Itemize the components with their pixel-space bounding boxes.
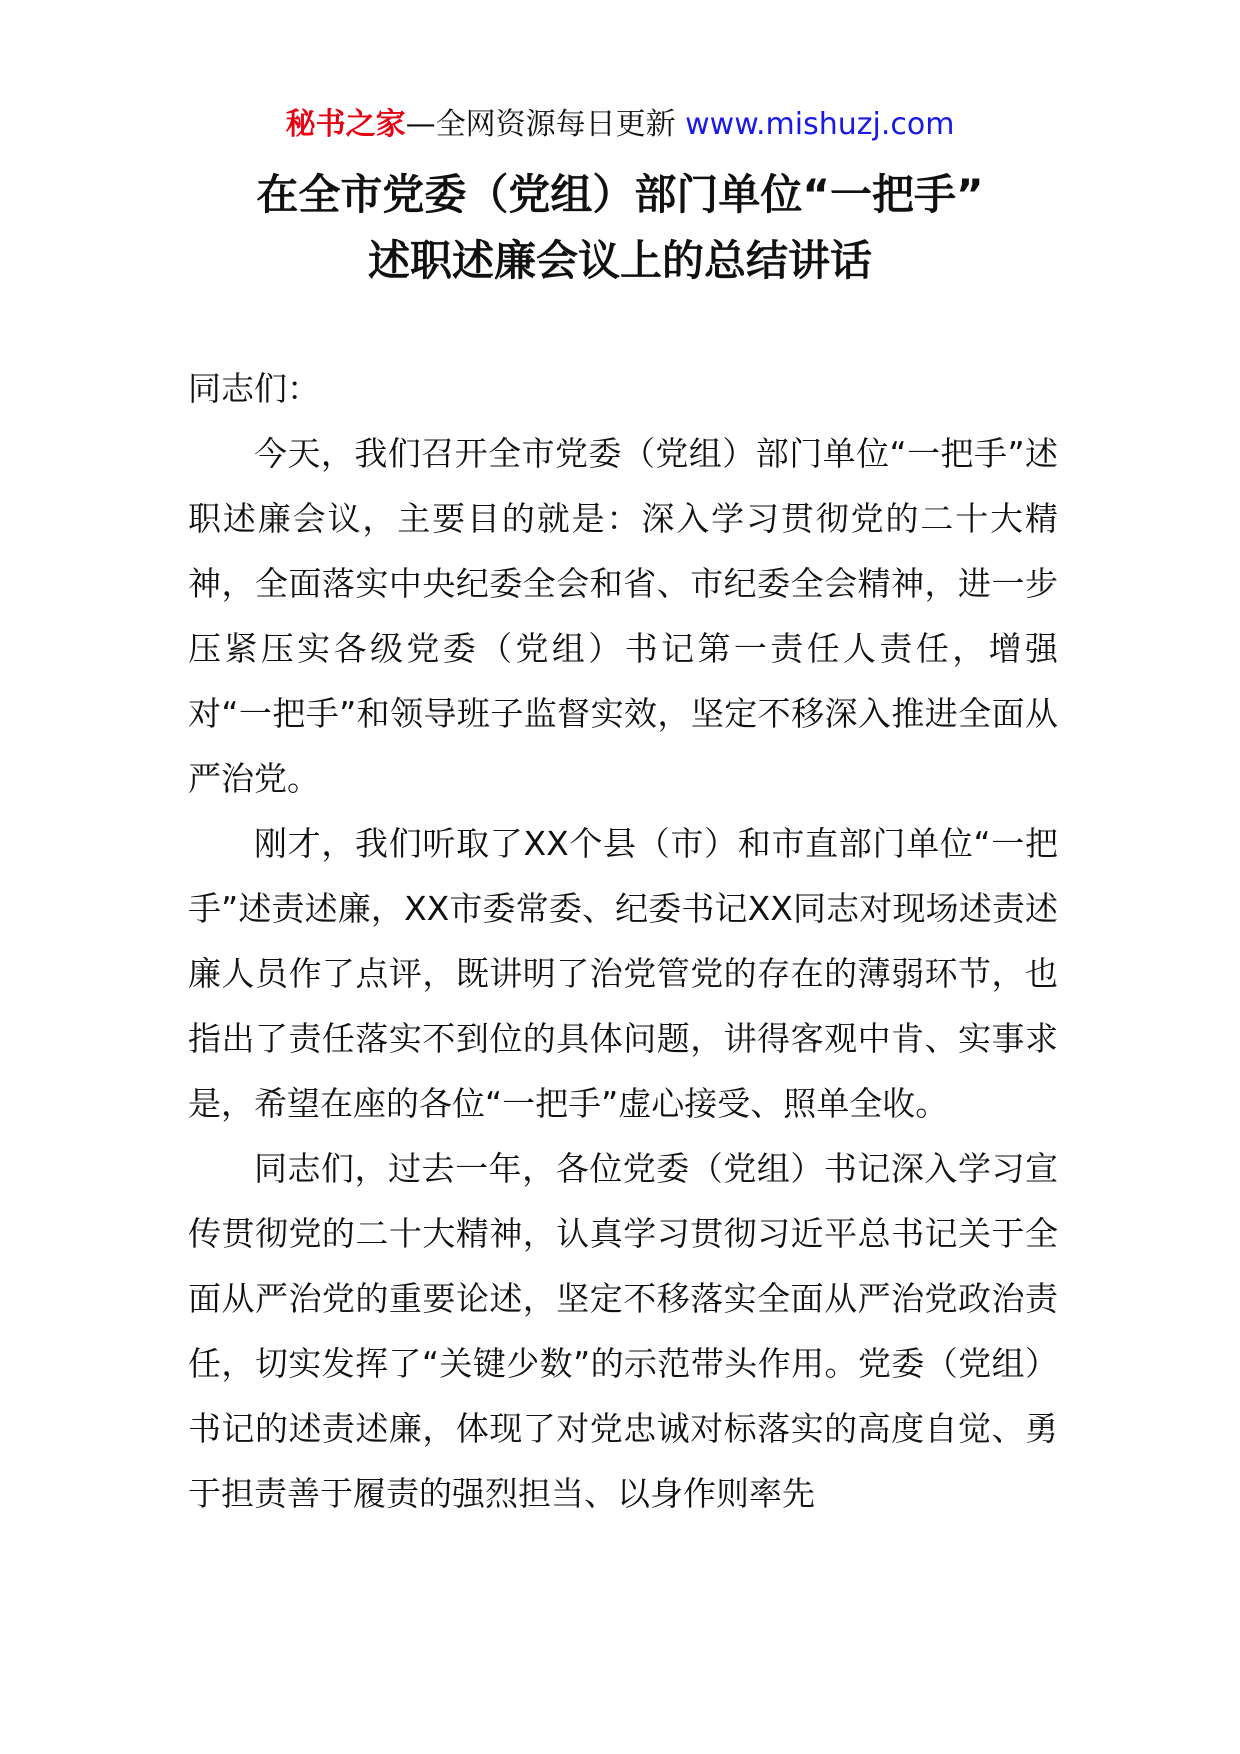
site-url-link[interactable]: www.mishuzj.com xyxy=(685,107,955,142)
paragraph-2: 刚才，我们听取了XX个县（市）和市直部门单位“一把手”述责述廉，XX市委常委、纪委书记XX同志对现场述责述廉人员作了点评，既讲明了治党管党的存在的薄弱环节，也指出了责任落实不到位的具体问题，讲得客观中肯、实事求是，希望在座的各位“一把手”虚心接受、照单全收。 xyxy=(188,824,1058,1123)
site-tagline: —全网资源每日更新 xyxy=(405,107,676,142)
document-title xyxy=(0,162,1240,294)
paragraph-1: 今天，我们召开全市党委（党组）部门单位“一把手”述职述廉会议，主要目的就是：深入学习贯彻党的二十大精神，全面落实中央纪委全会和省、市纪委全会精神，进一步压紧压实各级党委（党组）书记第一责任人责任，增强对“一把手”和领导班子监督实效，坚定不移深入推进全面从严治党。 xyxy=(188,434,1058,798)
title-line-2: 述职述廉会议上的总结讲话 xyxy=(367,236,872,285)
paragraph-3: 同志们，过去一年，各位党委（党组）书记深入学习宣传贯彻党的二十大精神，认真学习贯彻习近平总书记关于全面从严治党的重要论述，坚定不移落实全面从严治党政治责任，切实发挥了“关键少数”的示范带头作用。党委（党组）书记的述责述廉，体现了对党忠诚对标落实的高度自觉、勇于担责善于履责的强烈担当、以身作则率先 xyxy=(188,1149,1058,1513)
document-body xyxy=(188,356,1058,1526)
title-line-1: 在全市党委（党组）部门单位“一把手” xyxy=(256,170,984,219)
site-header xyxy=(0,100,1240,150)
brand-name: 秘书之家 xyxy=(285,107,406,142)
greeting: 同志们： xyxy=(188,369,320,408)
